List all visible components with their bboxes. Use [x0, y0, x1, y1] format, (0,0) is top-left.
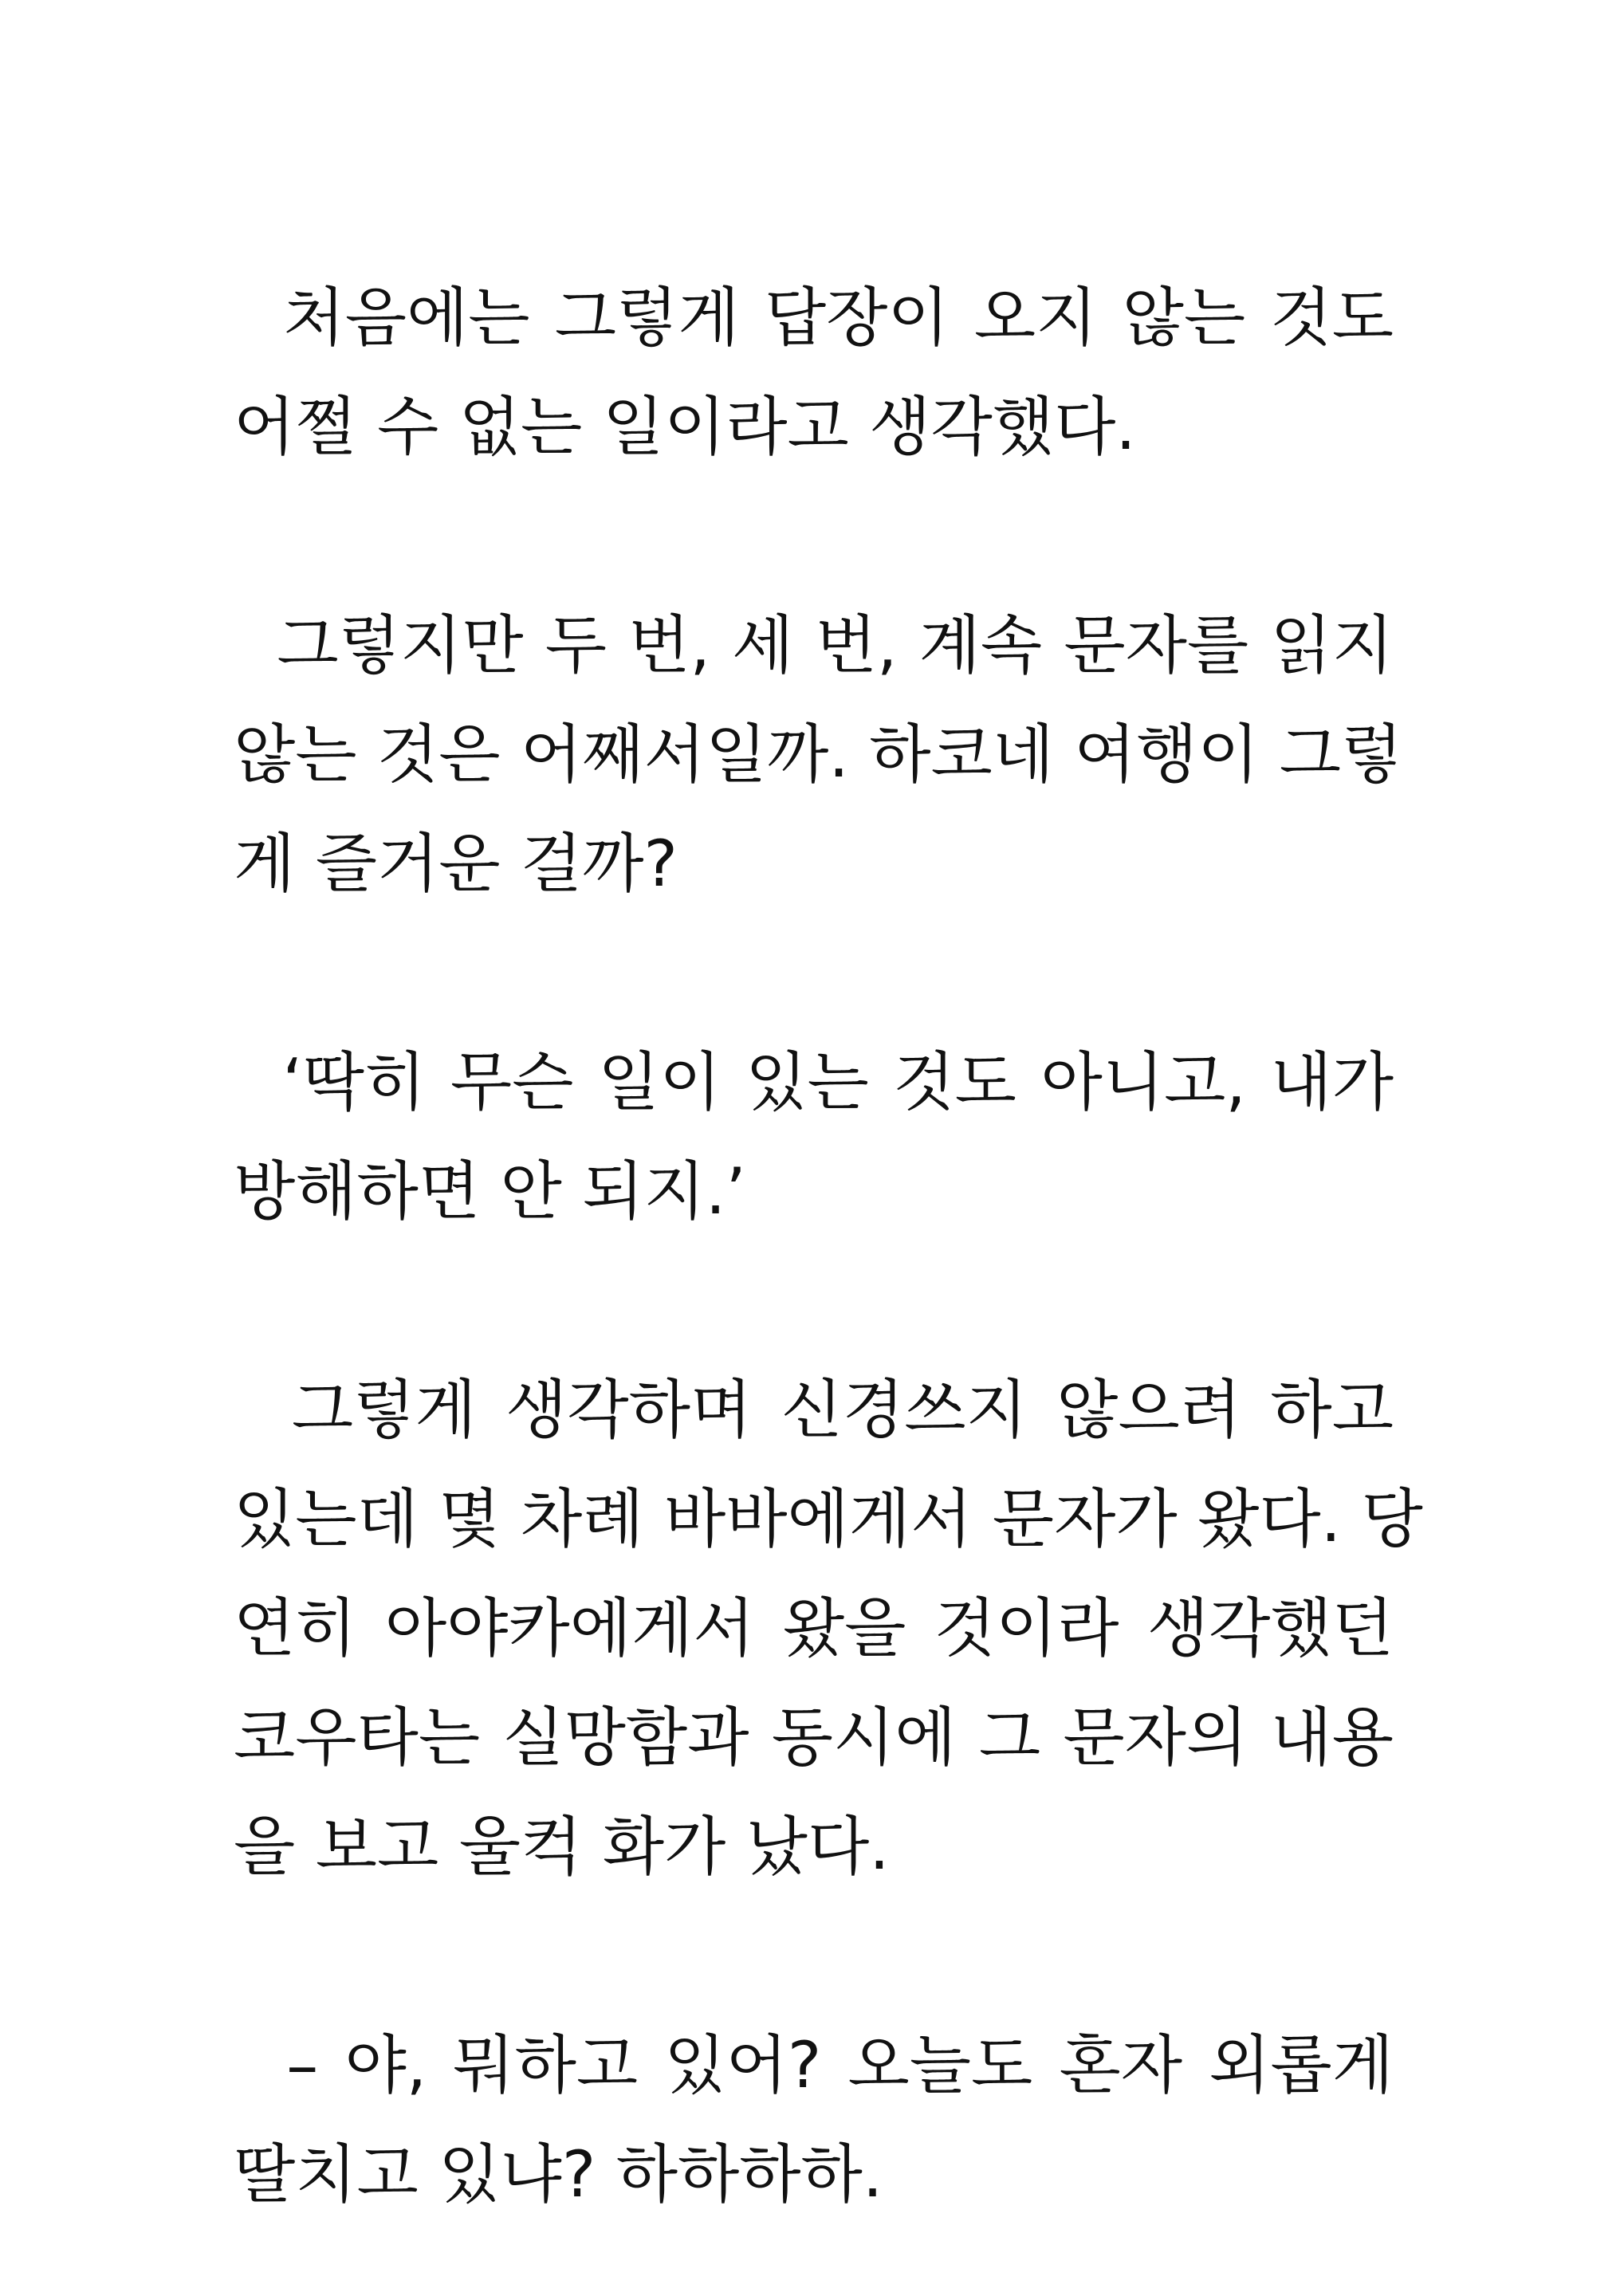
text-line: 코우타는 실망함과 동시에 그 문자의 내용	[234, 1700, 1394, 1775]
paragraph	[234, 1028, 1394, 1246]
paragraph-gap	[234, 1901, 1394, 2011]
text-line: 그렇지만 두 번, 세 번, 계속 문자를 읽지	[234, 608, 1394, 682]
text-line: 연히 아야카에게서 왔을 것이라 생각했던	[234, 1591, 1394, 1665]
text-line: 방해하면 안 되지.’	[234, 1154, 746, 1229]
paragraph	[234, 591, 1403, 918]
paragraph-gap	[234, 1246, 1394, 1355]
text-line: ‘딱히 무슨 일이 있는 것도 아니고, 내가	[234, 1045, 1394, 1119]
text-line: 게 즐거운 걸까?	[234, 827, 678, 901]
paragraph	[234, 263, 1394, 482]
paragraph-gap	[234, 918, 1394, 1028]
text-line: 딸치고 있냐? 하하하하.	[234, 2137, 883, 2211]
text-line: 을 보고 울컥 화가 났다.	[234, 1810, 890, 1884]
text-line: 어쩔 수 없는 일이라고 생각했다.	[234, 390, 1136, 464]
paragraph-gap	[234, 482, 1394, 591]
text-line: 그렇게 생각하며 신경쓰지 않으려 하고	[234, 1373, 1394, 1447]
text-line: 처음에는 그렇게 답장이 오지 않는 것도	[234, 281, 1394, 355]
paragraph	[234, 1355, 1423, 1901]
text-line: 않는 것은 어째서일까. 하코네 여행이 그렇	[234, 718, 1403, 792]
text-line: – 야, 뭐하고 있어? 오늘도 혼자 외롭게	[234, 2028, 1394, 2102]
text-line: 있는데 몇 차례 바바에게서 문자가 왔다. 당	[234, 1482, 1423, 1556]
paragraph	[234, 2011, 1394, 2229]
body-text	[234, 263, 1423, 2229]
